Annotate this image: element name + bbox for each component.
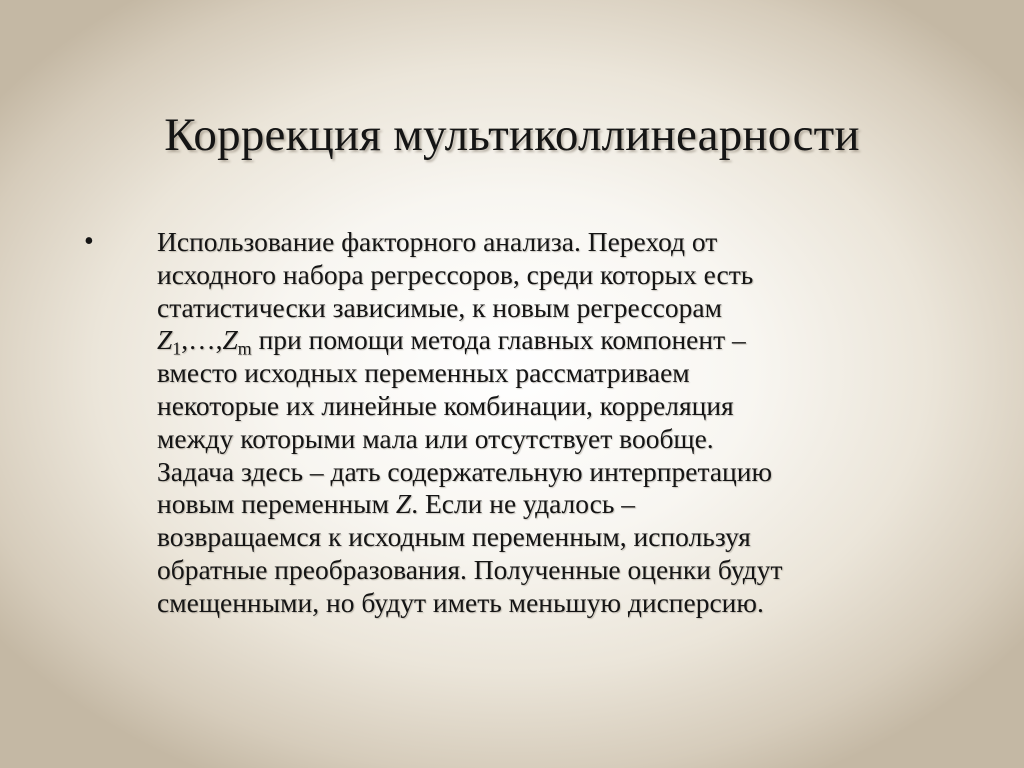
text-line: между которыми мала или отсутствует вообще. (157, 422, 714, 454)
text-line: статистически зависимые, к новым регрессорам (157, 291, 722, 323)
text-line: возвращаемся к исходным переменным, используя (157, 521, 751, 553)
variable-z: Z (222, 324, 238, 356)
ellipsis-separator: ,…, (181, 324, 223, 356)
text-line: вместо исходных переменных рассматриваем (157, 357, 690, 389)
text-line-rest: . Если не удалось – (411, 488, 636, 520)
text-line: Использование факторного анализа. Переход от (157, 226, 718, 257)
text-line: некоторые их линейные комбинации, корреляция (157, 389, 734, 421)
subscript-index: 1 (172, 338, 182, 359)
subscript-index: m (237, 338, 252, 359)
text-line-start: новым переменным (157, 488, 396, 520)
text-line: Задача здесь – дать содержательную интерпретацию (157, 455, 773, 487)
text-line-formula (157, 488, 957, 521)
variable-z: Z (157, 324, 173, 356)
text-line-rest: при помощи метода главных компонент – (251, 324, 746, 356)
slide-title: Коррекция мультиколлинеарности (164, 109, 860, 161)
variable-z: Z (395, 488, 412, 520)
text-line: исходного набора регрессоров, среди которых есть (157, 258, 754, 290)
bullet-marker: • (84, 226, 94, 257)
text-line: обратные преобразования. Полученные оценки будут (157, 553, 783, 585)
bullet-text (157, 226, 957, 620)
text-line: смещенными, но будут иметь меньшую дисперсию. (157, 586, 764, 618)
text-line-formula (157, 324, 957, 357)
